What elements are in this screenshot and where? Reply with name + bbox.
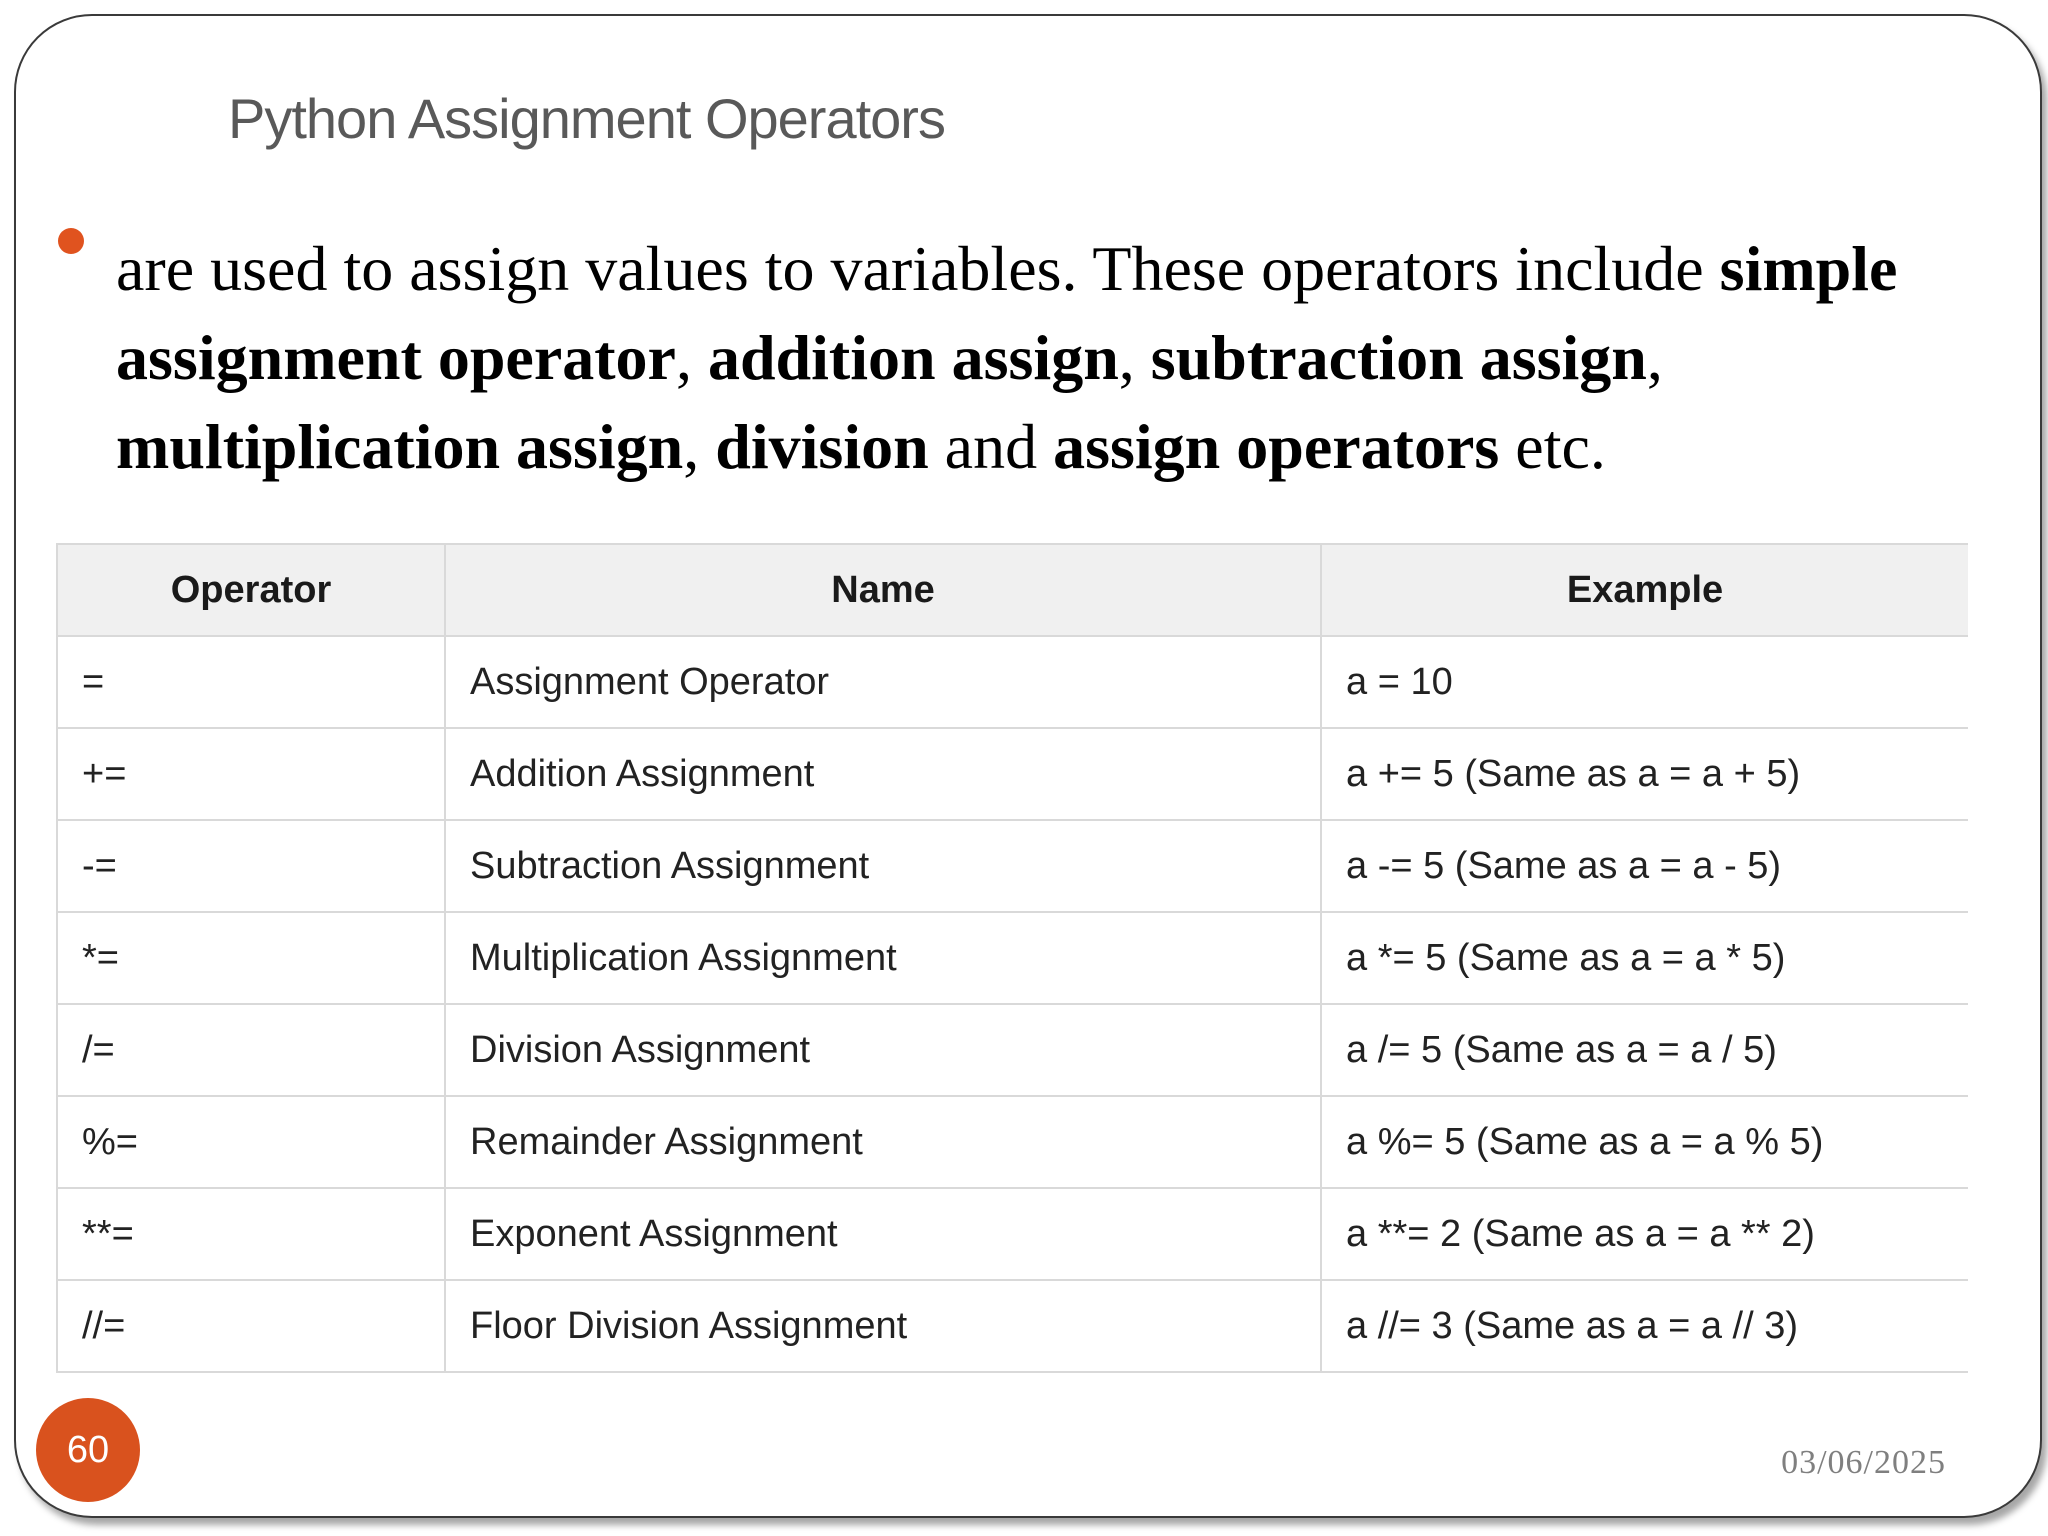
table-row <box>57 1280 1968 1372</box>
example-cell: a = 10 <box>1321 636 1968 728</box>
bullet-fragment: etc. <box>1499 411 1606 482</box>
operator-cell: /= <box>57 1004 445 1096</box>
name-cell: Multiplication Assignment <box>445 912 1321 1004</box>
name-cell: Addition Assignment <box>445 728 1321 820</box>
example-cell: a += 5 (Same as a = a + 5) <box>1321 728 1968 820</box>
header-operator: Operator <box>57 544 445 636</box>
operator-cell: -= <box>57 820 445 912</box>
operator-cell: %= <box>57 1096 445 1188</box>
header-example: Example <box>1321 544 1968 636</box>
example-cell: a -= 5 (Same as a = a - 5) <box>1321 820 1968 912</box>
name-cell: Remainder Assignment <box>445 1096 1321 1188</box>
example-cell: a //= 3 (Same as a = a // 3) <box>1321 1280 1968 1372</box>
slide-title: Python Assignment Operators <box>228 87 945 150</box>
operator-cell: += <box>57 728 445 820</box>
bullet-text <box>116 224 2016 491</box>
example-cell: a /= 5 (Same as a = a / 5) <box>1321 1004 1968 1096</box>
name-cell: Floor Division Assignment <box>445 1280 1321 1372</box>
table-row <box>57 1004 1968 1096</box>
table-row <box>57 636 1968 728</box>
example-cell: a **= 2 (Same as a = a ** 2) <box>1321 1188 1968 1280</box>
name-cell: Subtraction Assignment <box>445 820 1321 912</box>
bullet-fragment: , <box>1646 322 1663 393</box>
example-cell: a *= 5 (Same as a = a * 5) <box>1321 912 1968 1004</box>
bullet-fragment: , <box>683 411 716 482</box>
table-body <box>57 636 1968 1372</box>
operators-table-container <box>56 543 1968 1393</box>
header-name: Name <box>445 544 1321 636</box>
bullet-emphasis: addition assign <box>707 322 1119 393</box>
page-number-badge: 60 <box>36 1398 140 1502</box>
bullet-emphasis: division <box>715 411 929 482</box>
name-cell: Division Assignment <box>445 1004 1321 1096</box>
bullet-fragment: are used to assign values to variables. These operators include <box>116 233 1720 304</box>
operator-cell: //= <box>57 1280 445 1372</box>
bullet-fragment: and <box>928 411 1054 482</box>
bullet-emphasis: subtraction assign <box>1150 322 1647 393</box>
bullet-emphasis: multiplication assign <box>116 411 684 482</box>
bullet-emphasis: assign operators <box>1053 411 1500 482</box>
operators-table <box>56 543 1968 1373</box>
slide-date: 03/06/2025 <box>1781 1444 1946 1481</box>
example-cell: a %= 5 (Same as a = a % 5) <box>1321 1096 1968 1188</box>
table-row <box>57 820 1968 912</box>
operator-cell: **= <box>57 1188 445 1280</box>
table-header-row <box>57 544 1968 636</box>
table-row <box>57 1188 1968 1280</box>
bullet-dot-icon <box>58 228 84 254</box>
bullet-fragment: , <box>1118 322 1151 393</box>
operator-cell: *= <box>57 912 445 1004</box>
name-cell: Exponent Assignment <box>445 1188 1321 1280</box>
table-row <box>57 728 1968 820</box>
slide <box>14 14 2042 1518</box>
bullet-fragment: , <box>675 322 708 393</box>
bullet-emphasis: simple assignment operator <box>116 233 1898 393</box>
table-row <box>57 1096 1968 1188</box>
operator-cell: = <box>57 636 445 728</box>
name-cell: Assignment Operator <box>445 636 1321 728</box>
table-row <box>57 912 1968 1004</box>
